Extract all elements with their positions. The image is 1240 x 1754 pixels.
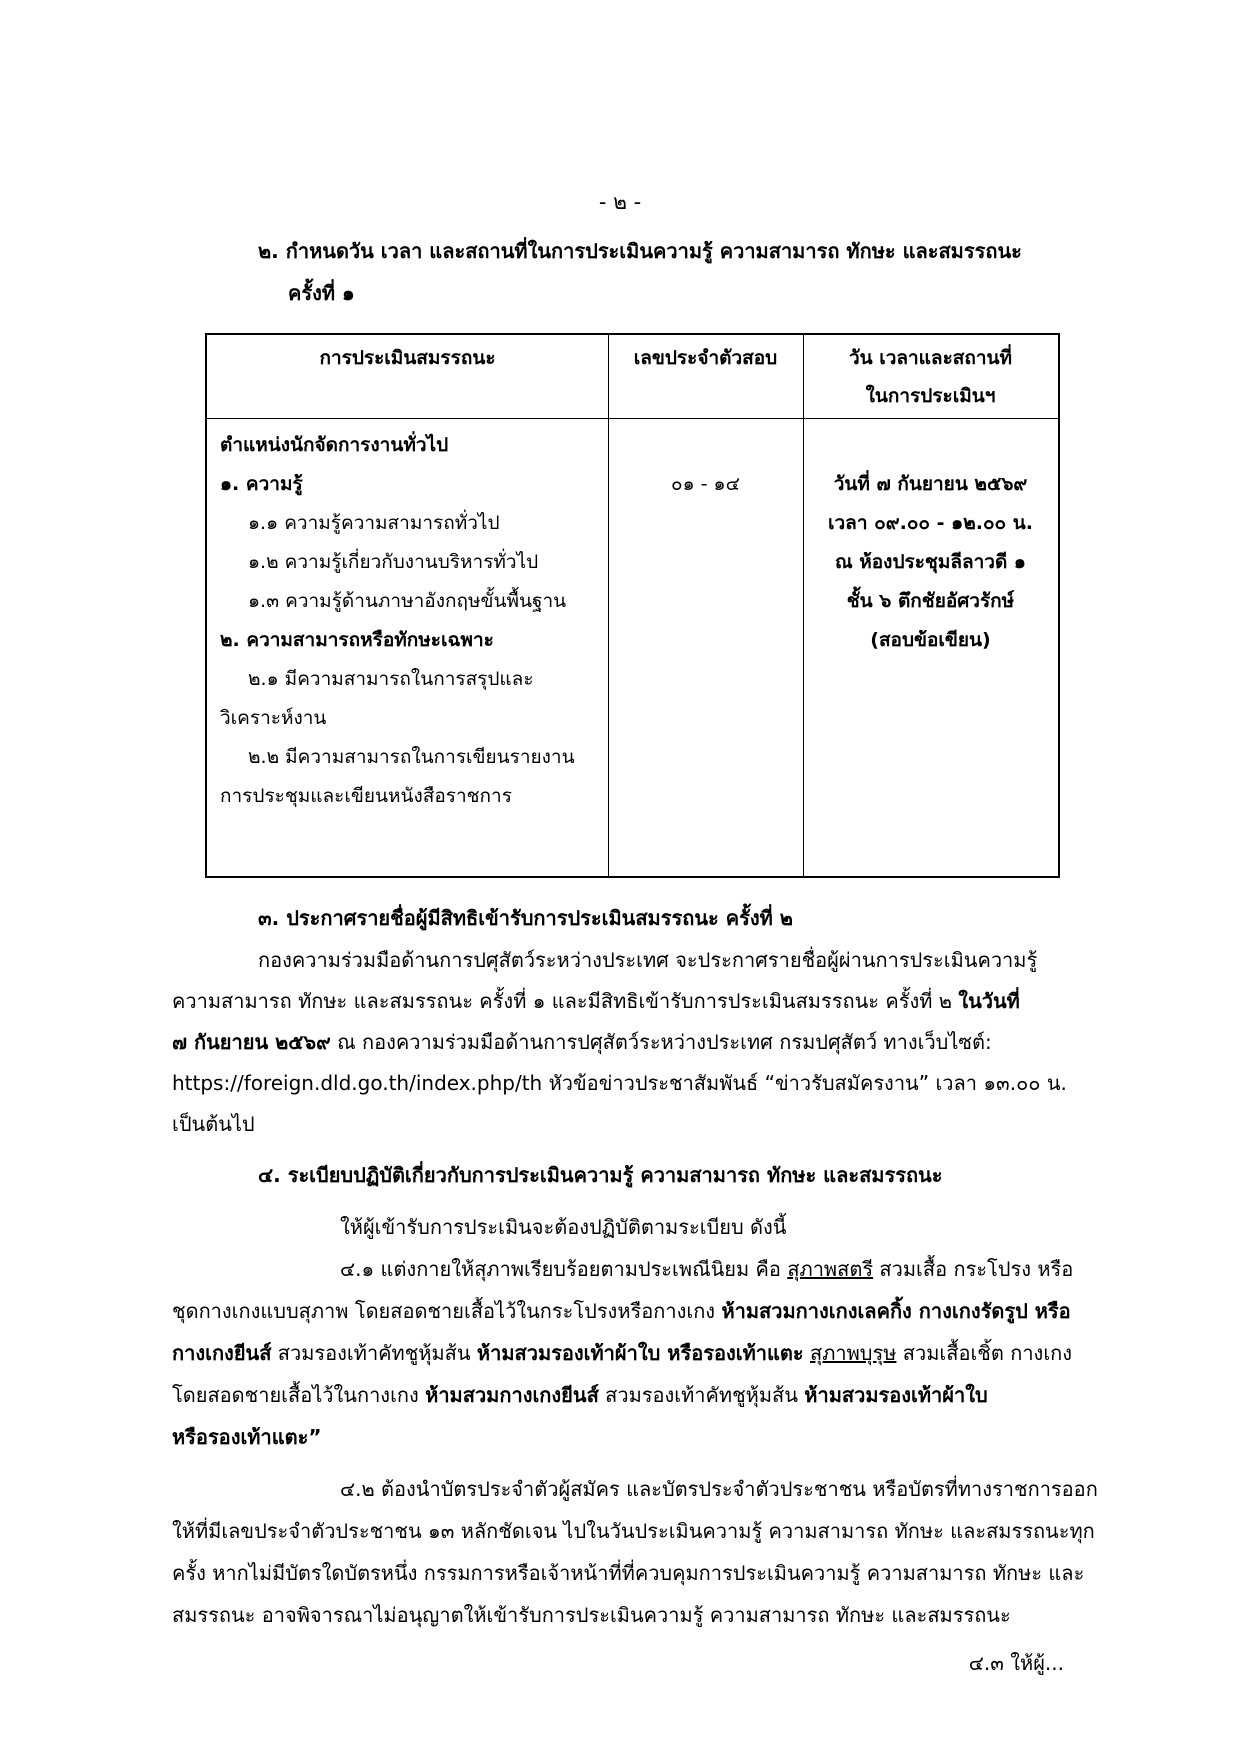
p41-line [172, 1301, 1071, 1321]
p41-line [172, 1343, 1072, 1363]
header-schedule: วัน เวลาและสถานที่ [848, 347, 1013, 369]
schedule-floor: ชั้น ๖ ตึกชัยอัศวรักษ์ [846, 590, 1015, 612]
table-divider [207, 418, 1058, 419]
page-number: - ๒ - [598, 190, 642, 214]
p42-line: ให้ที่มีเลขประจำตัวประชาชน ๑๓ หลักชัดเจน ไปในวันประเมินความรู้ ความสามารถ ทักษะ และสมรรถนะทุก [172, 1519, 1095, 1543]
list-item: วิเคราะห์งาน [220, 707, 327, 729]
text-span: ชุดกางเกงแบบสุภาพ โดยสอดชายเสื้อไว้ในกระโปรงหรือกางเกง [172, 1299, 722, 1323]
text-span-bold: ๗ กันยายน ๒๕๖๙ [172, 1030, 331, 1054]
schedule-time: เวลา ๐๙.๐๐ - ๑๒.๐๐ น. [828, 512, 1033, 534]
assessment-table [205, 333, 1060, 878]
table-divider [608, 335, 609, 876]
header-assessment: การประเมินสมรรถนะ [319, 347, 496, 369]
section2-heading: ๒. กำหนดวัน เวลา และสถานที่ในการประเมินความรู้ ความสามารถ ทักษะ และสมรรถนะ [258, 239, 1022, 263]
p42-line: สมรรถนะ อาจพิจารณาไม่อนุญาตให้เข้ารับการประเมินความรู้ ความสามารถ ทักษะ และสมรรถนะ [172, 1603, 1011, 1627]
p41-line [172, 1385, 988, 1405]
list-item: ๒.๑ มีความสามารถในการสรุปและ [248, 668, 534, 690]
text-span-bold: ห้ามสวมรองเท้าผ้าใบ หรือรองเท้าแตะ [476, 1341, 804, 1365]
p41-line: หรือรองเท้าแตะ” [172, 1425, 322, 1449]
schedule-note: (สอบข้อเขียน) [870, 629, 991, 651]
section4-intro: ให้ผู้เข้ารับการประเมินจะต้องปฏิบัติตามระเบียบ ดังนี้ [340, 1215, 787, 1239]
list-item: การประชุมและเขียนหนังสือราชการ [220, 785, 512, 807]
list-item: ๑.๓ ความรู้ด้านภาษาอังกฤษขั้นพื้นฐาน [248, 590, 567, 612]
text-span: โดยสอดชายเสื้อไว้ในกางเกง [172, 1383, 426, 1407]
text-span: ความสามารถ ทักษะ และสมรรถนะ ครั้งที่ ๑ และมีสิทธิเข้ารับการประเมินสมรรถนะ ครั้งที่ ๒ [172, 989, 959, 1013]
p41-line [340, 1259, 1073, 1279]
text-span-bold: ห้ามสวมรองเท้าผ้าใบ [804, 1383, 988, 1407]
schedule-place: ณ ห้องประชุมลีลาวดี ๑ [835, 551, 1026, 573]
text-span: สวมรองเท้าคัทชูหุ้มส้น [271, 1341, 477, 1365]
list-item: ๑.๑ ความรู้ความสามารถทั่วไป [248, 512, 500, 534]
text-span: ณ กองความร่วมมือด้านการปศุสัตว์ระหว่างประเทศ กรมปศุสัตว์ ทางเว็บไซต์: [330, 1030, 992, 1054]
text-span: สวมรองเท้าคัทชูหุ้มส้น [598, 1383, 805, 1407]
list-item: ๒.๒ มีความสามารถในการเขียนรายงาน [248, 746, 575, 768]
section4-heading: ๔. ระเบียบปฏิบัติเกี่ยวกับการประเมินความรู้ ความสามารถ ทักษะ และสมรรถนะ [258, 1163, 943, 1187]
text-span-underline: สุภาพสตรี [787, 1257, 874, 1281]
p42-line: ครั้ง หากไม่มีบัตรใดบัตรหนึ่ง กรรมการหรือเจ้าหน้าที่ที่ควบคุมการประเมินความรู้ ความสามารถ ทักษะ และ [172, 1561, 1085, 1585]
section3-paragraph-line [172, 991, 1020, 1011]
p42-line: ๔.๒ ต้องนำบัตรประจำตัวผู้สมัคร และบัตรประจำตัวประชาชน หรือบัตรที่ทางราชการออก [340, 1477, 1098, 1501]
text-span: สวมเสื้อ กระโปรง หรือ [873, 1257, 1074, 1281]
section3-heading: ๓. ประกาศรายชื่อผู้มีสิทธิเข้ารับการประเมินสมรรถนะ ครั้งที่ ๒ [258, 906, 793, 930]
exam-id-range: ๐๑ - ๑๔ [670, 473, 741, 495]
text-span-bold: ห้ามสวมกางเกงยีนส์ [425, 1383, 599, 1407]
section2-heading-line2: ครั้งที่ ๑ [288, 281, 355, 305]
schedule-date: วันที่ ๗ กันยายน ๒๕๖๙ [833, 473, 1028, 495]
section3-paragraph-line: https://foreign.dld.go.th/index.php/th หัวข้อข่าวประชาสัมพันธ์ “ข่าวรับสมัครงาน” เวลา ๑๓.๐๐ น. [172, 1071, 1067, 1095]
section3-paragraph-line: กองความร่วมมือด้านการปศุสัตว์ระหว่างประเทศ จะประกาศรายชื่อผู้ผ่านการประเมินความรู้ [258, 948, 1038, 972]
section3-paragraph-line: เป็นต้นไป [172, 1112, 255, 1136]
header-exam-id: เลขประจำตัวสอบ [633, 347, 778, 369]
text-span-underline: สุภาพบุรุษ [809, 1341, 897, 1365]
text-span-bold: ในวันที่ [958, 989, 1020, 1013]
skills-heading: ๒. ความสามารถหรือทักษะเฉพาะ [220, 629, 494, 651]
continuation-text: ๔.๓ ให้ผู้... [968, 1651, 1064, 1675]
text-span-bold: กางเกงยีนส์ [172, 1341, 272, 1365]
text-span: ๔.๑ แต่งกายให้สุภาพเรียบร้อยตามประเพณีนิยม คือ [340, 1257, 788, 1281]
header-schedule-line2: ในการประเมินฯ [865, 385, 996, 407]
position-title: ตำแหน่งนักจัดการงานทั่วไป [220, 434, 449, 456]
text-span-bold: ห้ามสวมกางเกงเลคกิ้ง กางเกงรัดรูป หรือ [721, 1299, 1071, 1323]
text-span: สวมเสื้อเชิ้ต กางเกง [896, 1341, 1073, 1365]
list-item: ๑.๒ ความรู้เกี่ยวกับงานบริหารทั่วไป [248, 551, 539, 573]
knowledge-heading: ๑. ความรู้ [220, 473, 303, 495]
section3-paragraph-line [172, 1032, 992, 1052]
